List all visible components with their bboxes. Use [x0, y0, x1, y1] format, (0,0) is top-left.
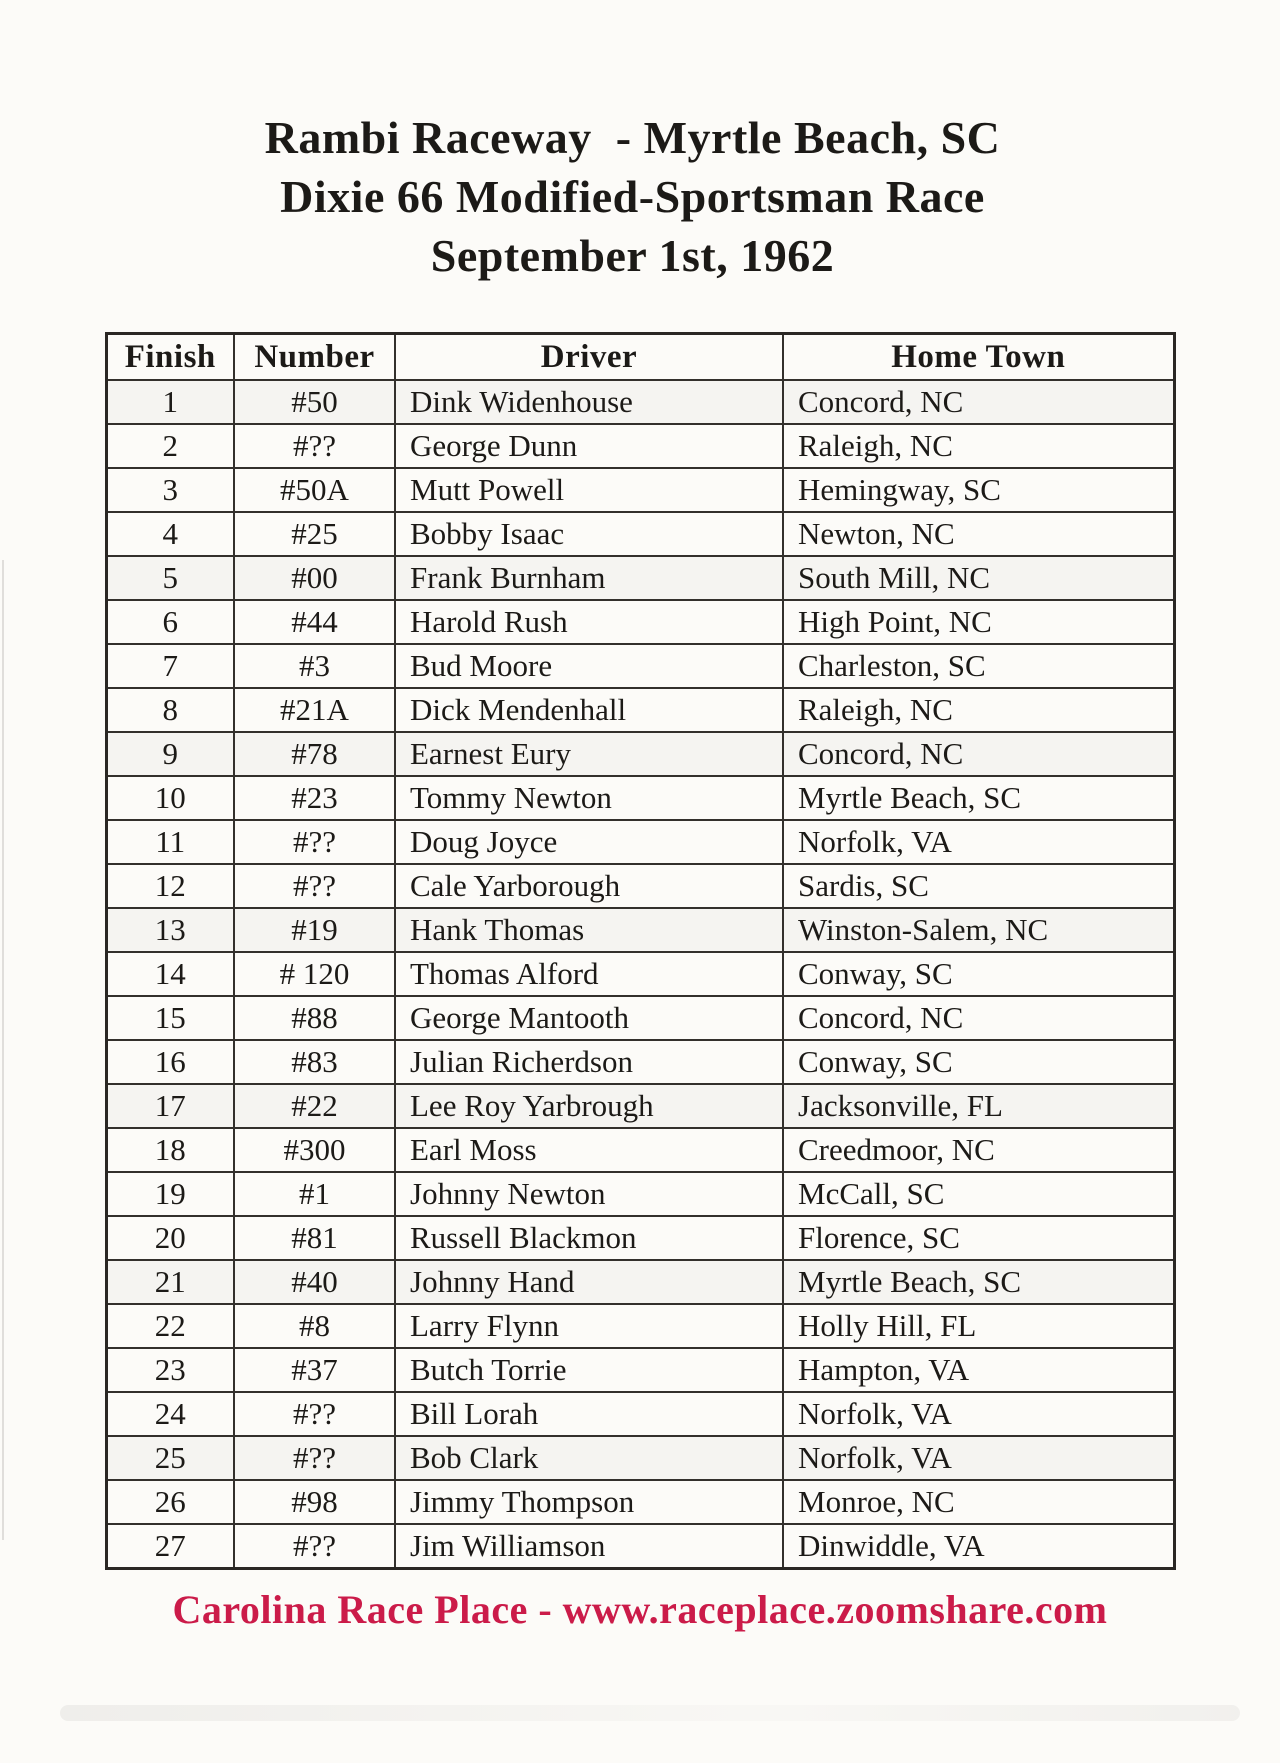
table-row — [106, 1480, 1174, 1524]
car-number-cell: #21A — [234, 688, 395, 732]
hometown-cell: Hemingway, SC — [783, 468, 1174, 512]
finish-position-cell: 7 — [106, 644, 234, 688]
finish-position-cell: 12 — [106, 864, 234, 908]
table-row — [106, 1348, 1174, 1392]
table-row — [106, 1084, 1174, 1128]
finish-position-cell: 26 — [106, 1480, 234, 1524]
table-row — [106, 1216, 1174, 1260]
finish-position-cell: 15 — [106, 996, 234, 1040]
table-row — [106, 1436, 1174, 1480]
hometown-cell: Concord, NC — [783, 380, 1174, 424]
hometown-cell: Conway, SC — [783, 1040, 1174, 1084]
finish-position-cell: 11 — [106, 820, 234, 864]
finish-position-cell: 13 — [106, 908, 234, 952]
table-row — [106, 1172, 1174, 1216]
driver-name-cell: Mutt Powell — [395, 468, 783, 512]
column-header-hometown: Home Town — [783, 334, 1174, 381]
finish-position-cell: 18 — [106, 1128, 234, 1172]
table-row — [106, 1040, 1174, 1084]
driver-name-cell: Harold Rush — [395, 600, 783, 644]
finish-position-cell: 2 — [106, 424, 234, 468]
hometown-cell: Dinwiddle, VA — [783, 1524, 1174, 1569]
car-number-cell: #40 — [234, 1260, 395, 1304]
car-number-cell: #50A — [234, 468, 395, 512]
finish-position-cell: 22 — [106, 1304, 234, 1348]
hometown-cell: Myrtle Beach, SC — [783, 776, 1174, 820]
title-line-race: Dixie 66 Modified-Sportsman Race — [280, 171, 985, 222]
finish-position-cell: 6 — [106, 600, 234, 644]
hometown-cell: Concord, NC — [783, 996, 1174, 1040]
column-header-finish: Finish — [106, 334, 234, 381]
car-number-cell: #78 — [234, 732, 395, 776]
hometown-cell: McCall, SC — [783, 1172, 1174, 1216]
car-number-cell: # 120 — [234, 952, 395, 996]
table-row — [106, 600, 1174, 644]
driver-name-cell: George Dunn — [395, 424, 783, 468]
table-row — [106, 512, 1174, 556]
hometown-cell: Creedmoor, NC — [783, 1128, 1174, 1172]
car-number-cell: #?? — [234, 864, 395, 908]
finish-position-cell: 25 — [106, 1436, 234, 1480]
results-table-body — [106, 380, 1174, 1569]
hometown-cell: Newton, NC — [783, 512, 1174, 556]
title-line-raceway: Rambi Raceway - Myrtle Beach, SC — [264, 112, 1001, 163]
car-number-cell: #25 — [234, 512, 395, 556]
hometown-cell: Charleston, SC — [783, 644, 1174, 688]
table-row — [106, 952, 1174, 996]
column-header-driver: Driver — [395, 334, 783, 381]
car-number-cell: #?? — [234, 1436, 395, 1480]
results-table-header — [106, 334, 1174, 381]
car-number-cell: #1 — [234, 1172, 395, 1216]
car-number-cell: #300 — [234, 1128, 395, 1172]
driver-name-cell: Russell Blackmon — [395, 1216, 783, 1260]
table-row — [106, 732, 1174, 776]
car-number-cell: #88 — [234, 996, 395, 1040]
driver-name-cell: Johnny Newton — [395, 1172, 783, 1216]
title-line-date: September 1st, 1962 — [430, 230, 835, 281]
driver-name-cell: Hank Thomas — [395, 908, 783, 952]
driver-name-cell: Earl Moss — [395, 1128, 783, 1172]
table-row — [106, 820, 1174, 864]
race-results-table — [105, 332, 1176, 1570]
car-number-cell: #00 — [234, 556, 395, 600]
driver-name-cell: Julian Richerdson — [395, 1040, 783, 1084]
hometown-cell: Concord, NC — [783, 732, 1174, 776]
finish-position-cell: 10 — [106, 776, 234, 820]
car-number-cell: #3 — [234, 644, 395, 688]
driver-name-cell: Cale Yarborough — [395, 864, 783, 908]
table-row — [106, 908, 1174, 952]
driver-name-cell: Doug Joyce — [395, 820, 783, 864]
table-row — [106, 1128, 1174, 1172]
document-title-block — [0, 0, 1280, 285]
driver-name-cell: Bud Moore — [395, 644, 783, 688]
driver-name-cell: Frank Burnham — [395, 556, 783, 600]
hometown-cell: High Point, NC — [783, 600, 1174, 644]
finish-position-cell: 20 — [106, 1216, 234, 1260]
hometown-cell: Sardis, SC — [783, 864, 1174, 908]
column-header-number: Number — [234, 334, 395, 381]
driver-name-cell: Earnest Eury — [395, 732, 783, 776]
finish-position-cell: 23 — [106, 1348, 234, 1392]
driver-name-cell: Tommy Newton — [395, 776, 783, 820]
finish-position-cell: 8 — [106, 688, 234, 732]
table-row — [106, 380, 1174, 424]
driver-name-cell: Lee Roy Yarbrough — [395, 1084, 783, 1128]
header-row — [106, 334, 1174, 381]
car-number-cell: #22 — [234, 1084, 395, 1128]
driver-name-cell: Jimmy Thompson — [395, 1480, 783, 1524]
driver-name-cell: Dink Widenhouse — [395, 380, 783, 424]
driver-name-cell: Bobby Isaac — [395, 512, 783, 556]
scan-artifact-line — [2, 560, 4, 1540]
table-row — [106, 468, 1174, 512]
finish-position-cell: 5 — [106, 556, 234, 600]
hometown-cell: Raleigh, NC — [783, 424, 1174, 468]
scan-artifact-smudge — [60, 1705, 1240, 1721]
car-number-cell: #19 — [234, 908, 395, 952]
driver-name-cell: George Mantooth — [395, 996, 783, 1040]
finish-position-cell: 9 — [106, 732, 234, 776]
hometown-cell: Myrtle Beach, SC — [783, 1260, 1174, 1304]
table-row — [106, 424, 1174, 468]
finish-position-cell: 17 — [106, 1084, 234, 1128]
finish-position-cell: 16 — [106, 1040, 234, 1084]
table-row — [106, 1524, 1174, 1569]
hometown-cell: Raleigh, NC — [783, 688, 1174, 732]
hometown-cell: South Mill, NC — [783, 556, 1174, 600]
hometown-cell: Jacksonville, FL — [783, 1084, 1174, 1128]
hometown-cell: Conway, SC — [783, 952, 1174, 996]
car-number-cell: #?? — [234, 424, 395, 468]
table-row — [106, 1304, 1174, 1348]
finish-position-cell: 19 — [106, 1172, 234, 1216]
car-number-cell: #81 — [234, 1216, 395, 1260]
hometown-cell: Norfolk, VA — [783, 1436, 1174, 1480]
driver-name-cell: Dick Mendenhall — [395, 688, 783, 732]
car-number-cell: #8 — [234, 1304, 395, 1348]
car-number-cell: #50 — [234, 380, 395, 424]
driver-name-cell: Bob Clark — [395, 1436, 783, 1480]
hometown-cell: Hampton, VA — [783, 1348, 1174, 1392]
car-number-cell: #?? — [234, 1392, 395, 1436]
car-number-cell: #?? — [234, 1524, 395, 1569]
table-row — [106, 776, 1174, 820]
car-number-cell: #?? — [234, 820, 395, 864]
table-row — [106, 1392, 1174, 1436]
hometown-cell: Norfolk, VA — [783, 820, 1174, 864]
driver-name-cell: Larry Flynn — [395, 1304, 783, 1348]
finish-position-cell: 24 — [106, 1392, 234, 1436]
hometown-cell: Florence, SC — [783, 1216, 1174, 1260]
finish-position-cell: 21 — [106, 1260, 234, 1304]
finish-position-cell: 1 — [106, 380, 234, 424]
footer-credit-text: Carolina Race Place - www.raceplace.zoomshare.com — [172, 1587, 1108, 1632]
table-row — [106, 644, 1174, 688]
car-number-cell: #44 — [234, 600, 395, 644]
table-row — [106, 688, 1174, 732]
finish-position-cell: 4 — [106, 512, 234, 556]
table-row — [106, 864, 1174, 908]
table-row — [106, 556, 1174, 600]
hometown-cell: Winston-Salem, NC — [783, 908, 1174, 952]
table-row — [106, 996, 1174, 1040]
car-number-cell: #37 — [234, 1348, 395, 1392]
driver-name-cell: Jim Williamson — [395, 1524, 783, 1569]
finish-position-cell: 3 — [106, 468, 234, 512]
hometown-cell: Monroe, NC — [783, 1480, 1174, 1524]
finish-position-cell: 27 — [106, 1524, 234, 1569]
hometown-cell: Holly Hill, FL — [783, 1304, 1174, 1348]
table-row — [106, 1260, 1174, 1304]
driver-name-cell: Bill Lorah — [395, 1392, 783, 1436]
driver-name-cell: Johnny Hand — [395, 1260, 783, 1304]
car-number-cell: #83 — [234, 1040, 395, 1084]
driver-name-cell: Butch Torrie — [395, 1348, 783, 1392]
car-number-cell: #98 — [234, 1480, 395, 1524]
hometown-cell: Norfolk, VA — [783, 1392, 1174, 1436]
finish-position-cell: 14 — [106, 952, 234, 996]
car-number-cell: #23 — [234, 776, 395, 820]
driver-name-cell: Thomas Alford — [395, 952, 783, 996]
